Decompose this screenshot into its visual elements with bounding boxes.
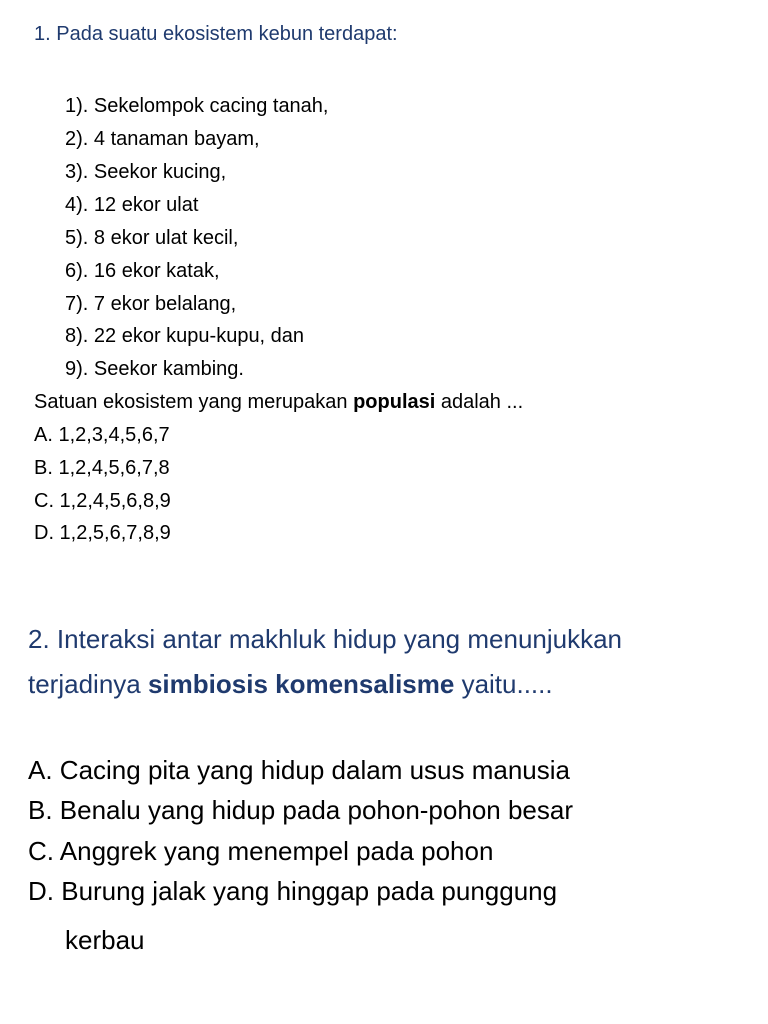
question-2-title-line2: [28, 669, 553, 700]
q1-list-item-9: 9). Seekor kambing.: [65, 358, 244, 380]
q2-title-text: terjadinya: [28, 669, 148, 699]
q1-list-item-3: 3). Seekor kucing,: [65, 161, 227, 183]
q2-option-b: B. Benalu yang hidup pada pohon-pohon besar: [28, 795, 573, 825]
q1-stem-ending: adalah ...: [435, 391, 524, 413]
q1-option-d: D. 1,2,5,6,7,8,9: [34, 522, 171, 544]
q1-list-item-1: 1). Sekelompok cacing tanah,: [65, 95, 329, 117]
q1-question-stem: [34, 391, 523, 414]
q1-option-b: B. 1,2,4,5,6,7,8: [34, 457, 170, 479]
q1-stem-keyword: populasi: [353, 391, 436, 413]
q1-option-c: C. 1,2,4,5,6,8,9: [34, 490, 171, 512]
q1-list-item-8: 8). 22 ekor kupu-kupu, dan: [65, 325, 305, 347]
q1-option-a: A. 1,2,3,4,5,6,7: [34, 424, 170, 446]
q1-list-item-2: 2). 4 tanaman bayam,: [65, 128, 260, 150]
q2-option-a: A. Cacing pita yang hidup dalam usus manusia: [28, 755, 570, 785]
q2-option-c: C. Anggrek yang menempel pada pohon: [28, 836, 494, 866]
q2-title-ending: yaitu.....: [454, 669, 553, 699]
q1-list-item-7: 7). 7 ekor belalang,: [65, 293, 237, 315]
q1-stem-text: Satuan ekosistem yang merupakan: [34, 391, 354, 413]
q1-list-item-4: 4). 12 ekor ulat: [65, 194, 199, 216]
q2-title-keyword: simbiosis komensalisme: [147, 669, 455, 699]
question-2-title-line1: 2. Interaksi antar makhluk hidup yang menunjukkan: [28, 624, 623, 654]
q1-list-item-6: 6). 16 ekor katak,: [65, 260, 220, 282]
q2-option-d: D. Burung jalak yang hinggap pada punggung: [28, 876, 558, 906]
question-1-title: 1. Pada suatu ekosistem kebun terdapat:: [34, 23, 398, 45]
q2-option-d-continuation: kerbau: [65, 925, 145, 955]
q1-list-item-5: 5). 8 ekor ulat kecil,: [65, 227, 239, 249]
